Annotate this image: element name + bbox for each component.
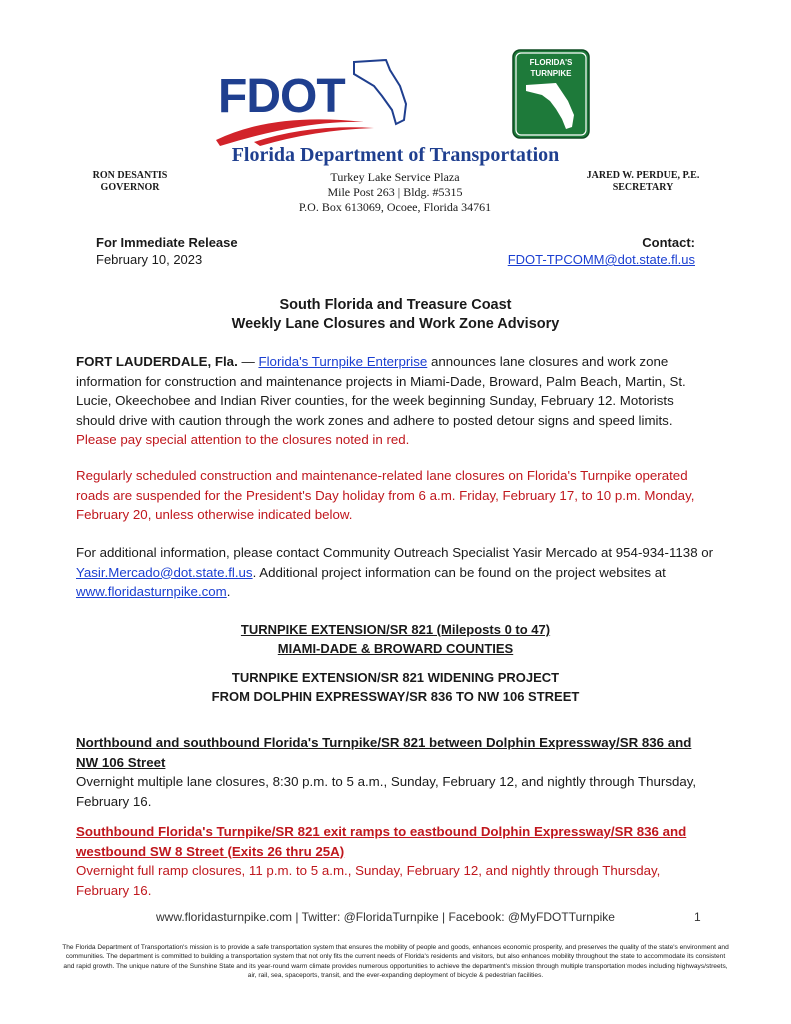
turnpike-enterprise-link[interactable]: Florida's Turnpike Enterprise: [258, 354, 428, 369]
fdot-logo: [214, 40, 414, 148]
intro-red-note: Please pay special attention to the closures noted in red.: [76, 432, 410, 447]
headline-line: South Florida and Treasure Coast: [279, 297, 512, 313]
headline: [0, 296, 791, 334]
page-number: 1: [694, 910, 701, 924]
turnpike-logo-line2: TURNPIKE: [530, 69, 572, 78]
contact-label: Contact:: [642, 235, 695, 250]
project-title-line: TURNPIKE EXTENSION/SR 821 WIDENING PROJECT: [231, 670, 560, 685]
holiday-notice: Regularly scheduled construction and maintenance-related lane closures on Florida's Turnpike operated roads are suspended for the President's Day holiday from 6 a.m. Friday, February 17, to 10 p.m. Monday, February 20, unless otherwise indicated below.: [76, 468, 695, 522]
contact-email-link[interactable]: FDOT-TPCOMM@dot.state.fl.us: [507, 252, 695, 267]
headline-line: Weekly Lane Closures and Work Zone Advisory: [231, 316, 560, 332]
secretary-title: SECRETARY: [612, 182, 674, 193]
section-title-line: TURNPIKE EXTENSION/SR 821 (Mileposts 0 to 47): [240, 622, 551, 637]
dateline-dash: —: [237, 354, 259, 369]
address-block: [250, 170, 540, 215]
closure-item: [76, 822, 716, 900]
address-line: Mile Post 263 | Bldg. #5315: [327, 185, 463, 199]
project-title-line: FROM DOLPHIN EXPRESSWAY/SR 836 TO NW 106 STREET: [211, 689, 580, 704]
period: .: [226, 584, 231, 599]
closure-heading: Southbound Florida's Turnpike/SR 821 exit ramps to eastbound Dolphin Expressway/SR 836 and westbound SW 8 Street (Exits 26 thru 25A): [76, 824, 687, 859]
governor-title: GOVERNOR: [100, 182, 160, 193]
closure-item: [76, 733, 716, 811]
closure-detail: Overnight multiple lane closures, 8:30 p.m. to 5 a.m., Sunday, February 12, and nightly through Thursday, February 16.: [76, 774, 697, 809]
turnpike-logo-line1: FLORIDA'S: [529, 58, 573, 67]
contact-paragraph: [76, 543, 716, 602]
contact-text: . Additional project information can be found on the project websites at: [252, 564, 666, 580]
governor-name: RON DESANTIS: [92, 170, 168, 181]
intro-text: announces lane closures and work zone information for construction and maintenance projects in Miami-Dade, Broward, Palm Beach, Martin, St. Lucie, Okeechobee and Indian River counties, for the week beginning Sunday, February 12. Motorists should drive with caution through the work zones and adhere to posted detour signs and speed limits.: [76, 354, 686, 428]
release-date: February 10, 2023: [96, 252, 203, 267]
address-line: P.O. Box 613069, Ocoee, Florida 34761: [298, 200, 492, 214]
closure-heading: Northbound and southbound Florida's Turnpike/SR 821 between Dolphin Expressway/SR 836 and NW 106 Street: [76, 735, 692, 770]
release-label: For Immediate Release: [96, 235, 238, 250]
address-line: Turkey Lake Service Plaza: [330, 170, 460, 184]
intro-paragraph: [76, 352, 716, 450]
secretary-block: [578, 170, 708, 194]
release-info: [96, 234, 238, 268]
mission-statement: The Florida Department of Transportation's mission is to provide a safe transportation system that ensures the mobility of people and goods, enhances economic prosperity, and preserves the quality of the state's environment and communities. The department is committed to building a transportation system that not only fits the current needs of Florida's residents and visitors, but also enhances mobility throughout the state to accommodate its consistent and rapid growth. The unique nature of the Sunshine State and its year-round warm climate provides numerous opportunities to achieve the department's mission through multiple transportation modes including highways/streets, air, rail, sea, spaceports, transit, and the ever-expanding deployment of bicycle & pedestrian facilities.: [62, 944, 729, 979]
footer-links: www.floridasturnpike.com | Twitter: @FloridaTurnpike | Facebook: @MyFDOTTurnpike: [156, 910, 615, 924]
fdot-logo-text: FDOT: [218, 70, 345, 123]
dateline: FORT LAUDERDALE, Fla.: [76, 354, 238, 369]
secretary-name: JARED W. PERDUE, P.E.: [586, 170, 700, 181]
specialist-email-link[interactable]: Yasir.Mercado@dot.state.fl.us: [76, 564, 253, 580]
turnpike-logo: [512, 49, 590, 139]
contact-text: For additional information, please contact Community Outreach Specialist Yasir Mercado at 954-934-1138 or: [76, 545, 714, 560]
department-title: Florida Department of Transportation: [231, 144, 560, 166]
website-link[interactable]: www.floridasturnpike.com: [76, 584, 227, 599]
closure-detail: Overnight full ramp closures, 11 p.m. to 5 a.m., Sunday, February 12, and nightly through Thursday, February 16.: [76, 863, 661, 898]
contact-info: [508, 234, 695, 268]
governor-block: [80, 170, 180, 194]
project-heading: [0, 668, 791, 706]
section-heading: [0, 620, 791, 658]
section-title-line: MIAMI-DADE & BROWARD COUNTIES: [277, 641, 514, 656]
